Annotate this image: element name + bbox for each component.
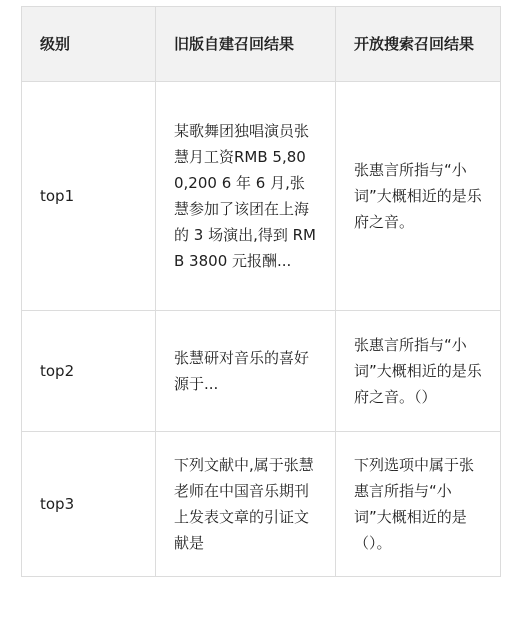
- cell-old-result: 下列文献中,属于张慧老师在中国音乐期刊上发表文章的引证文献是: [156, 432, 336, 577]
- header-open-results: 开放搜索召回结果: [336, 7, 501, 82]
- table-row: [22, 311, 501, 432]
- cell-open-result: 下列选项中属于张惠言所指与“小词”大概相近的是（）。: [336, 432, 501, 577]
- cell-level: top3: [22, 432, 156, 577]
- cell-old-result: 张慧研对音乐的喜好源于...: [156, 311, 336, 432]
- table-row: [22, 82, 501, 311]
- table-body: [22, 82, 501, 577]
- cell-old-result: 某歌舞团独唱演员张慧月工资RMB 5,800,200 6 年 6 月,张慧参加了该团在上海的 3 场演出,得到 RMB 3800 元报酬...: [156, 82, 336, 311]
- cell-open-result: 张惠言所指与“小词”大概相近的是乐府之音。（）: [336, 311, 501, 432]
- table-header: [22, 7, 501, 82]
- cell-level: top2: [22, 311, 156, 432]
- header-old-results: 旧版自建召回结果: [156, 7, 336, 82]
- comparison-table: [21, 6, 501, 577]
- cell-level: top1: [22, 82, 156, 311]
- header-row: [22, 7, 501, 82]
- table-row: [22, 432, 501, 577]
- cell-open-result: 张惠言所指与“小词”大概相近的是乐府之音。: [336, 82, 501, 311]
- header-level: 级别: [22, 7, 156, 82]
